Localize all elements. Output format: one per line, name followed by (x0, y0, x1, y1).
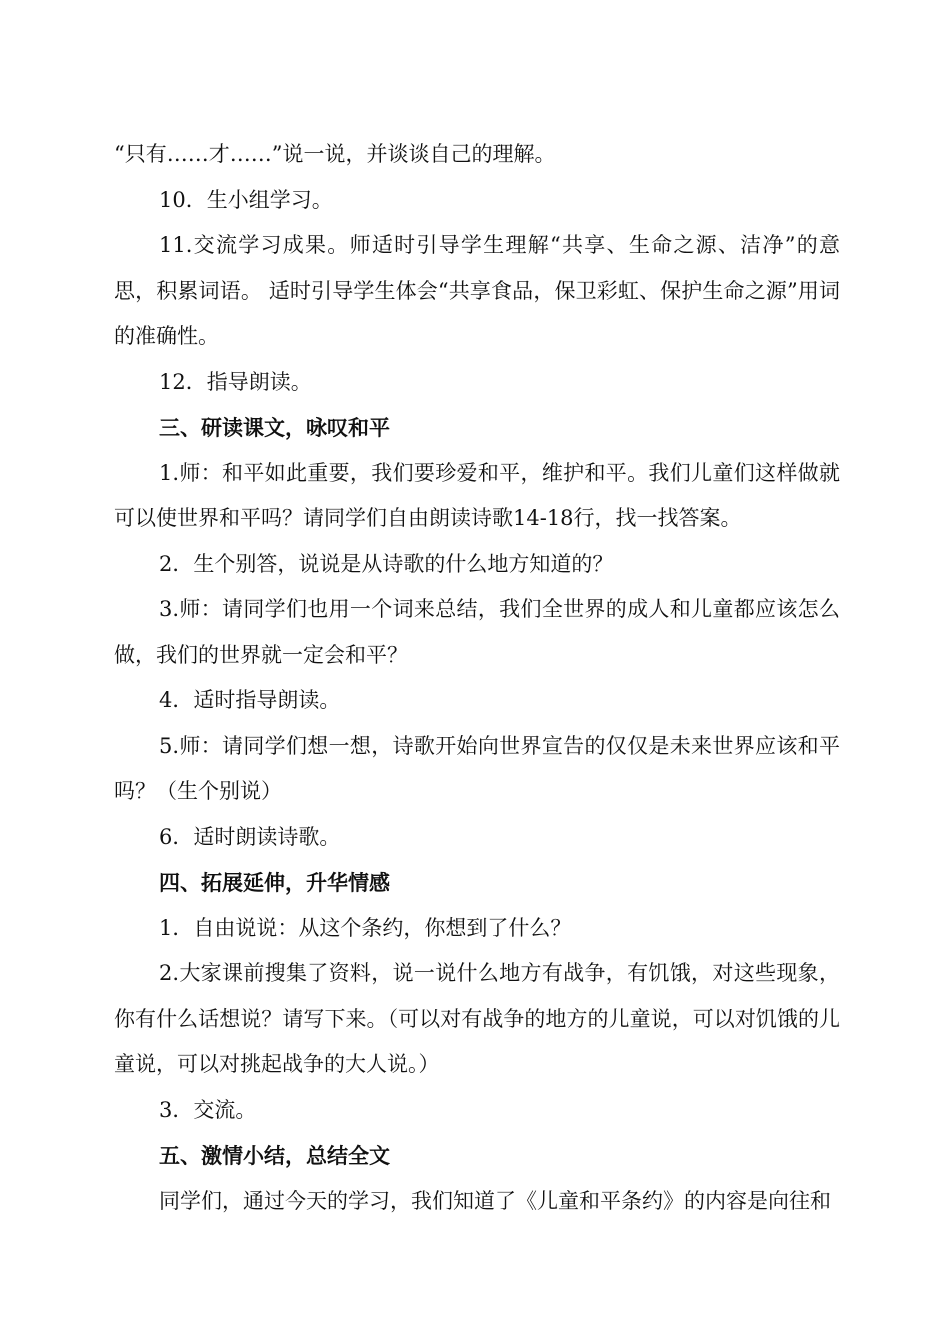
paragraph-continuation: “只有……才……”说一说，并谈谈自己的理解。 (114, 142, 556, 166)
section3-step-2: 2．生个别答，说说是从诗歌的什么地方知道的？ (159, 551, 614, 576)
section4-step-1: 1．自由说说：从这个条约，你想到了什么？ (159, 915, 572, 940)
section3-step-5: 5.师：请同学们想一想，诗歌开始向世界宣告的仅仅是未来世界应该和平吗？（生个别说） (114, 733, 840, 803)
document-page (114, 132, 840, 1224)
step-12: 12．指导朗读。 (159, 369, 312, 394)
section3-step-1: 1.师：和平如此重要，我们要珍爱和平，维护和平。我们儿童们这样做就可以使世界和平吗？请同学们自由朗读诗歌14-18行，找一找答案。 (114, 460, 840, 530)
section-heading-5: 五、激情小结，总结全文 (159, 1143, 390, 1168)
section3-step-6: 6．适时朗读诗歌。 (159, 824, 341, 849)
step-11: 11.交流学习成果。师适时引导学生理解“共享、生命之源、洁净”的意思，积累词语。 适时引导学生体会“共享食品，保卫彩虹、保护生命之源”用词的准确性。 (114, 233, 840, 348)
closing-paragraph: 同学们，通过今天的学习，我们知道了《儿童和平条约》的内容是向往和 (159, 1188, 831, 1213)
section-heading-3: 三、研读课文，咏叹和平 (159, 415, 390, 440)
section4-step-2: 2.大家课前搜集了资料，说一说什么地方有战争，有饥饿，对这些现象，你有什么话想说？请写下来。（可以对有战争的地方的儿童说，可以对饥饿的儿童说，可以对挑起战争的大人说。） (114, 961, 840, 1076)
section4-step-3: 3．交流。 (159, 1097, 257, 1122)
step-10: 10．生小组学习。 (159, 187, 333, 212)
section3-step-4: 4．适时指导朗读。 (159, 688, 341, 712)
section-heading-4: 四、拓展延伸，升华情感 (159, 870, 390, 895)
section3-step-3: 3.师：请同学们也用一个词来总结，我们全世界的成人和儿童都应该怎么做，我们的世界就一定会和平？ (114, 597, 840, 667)
